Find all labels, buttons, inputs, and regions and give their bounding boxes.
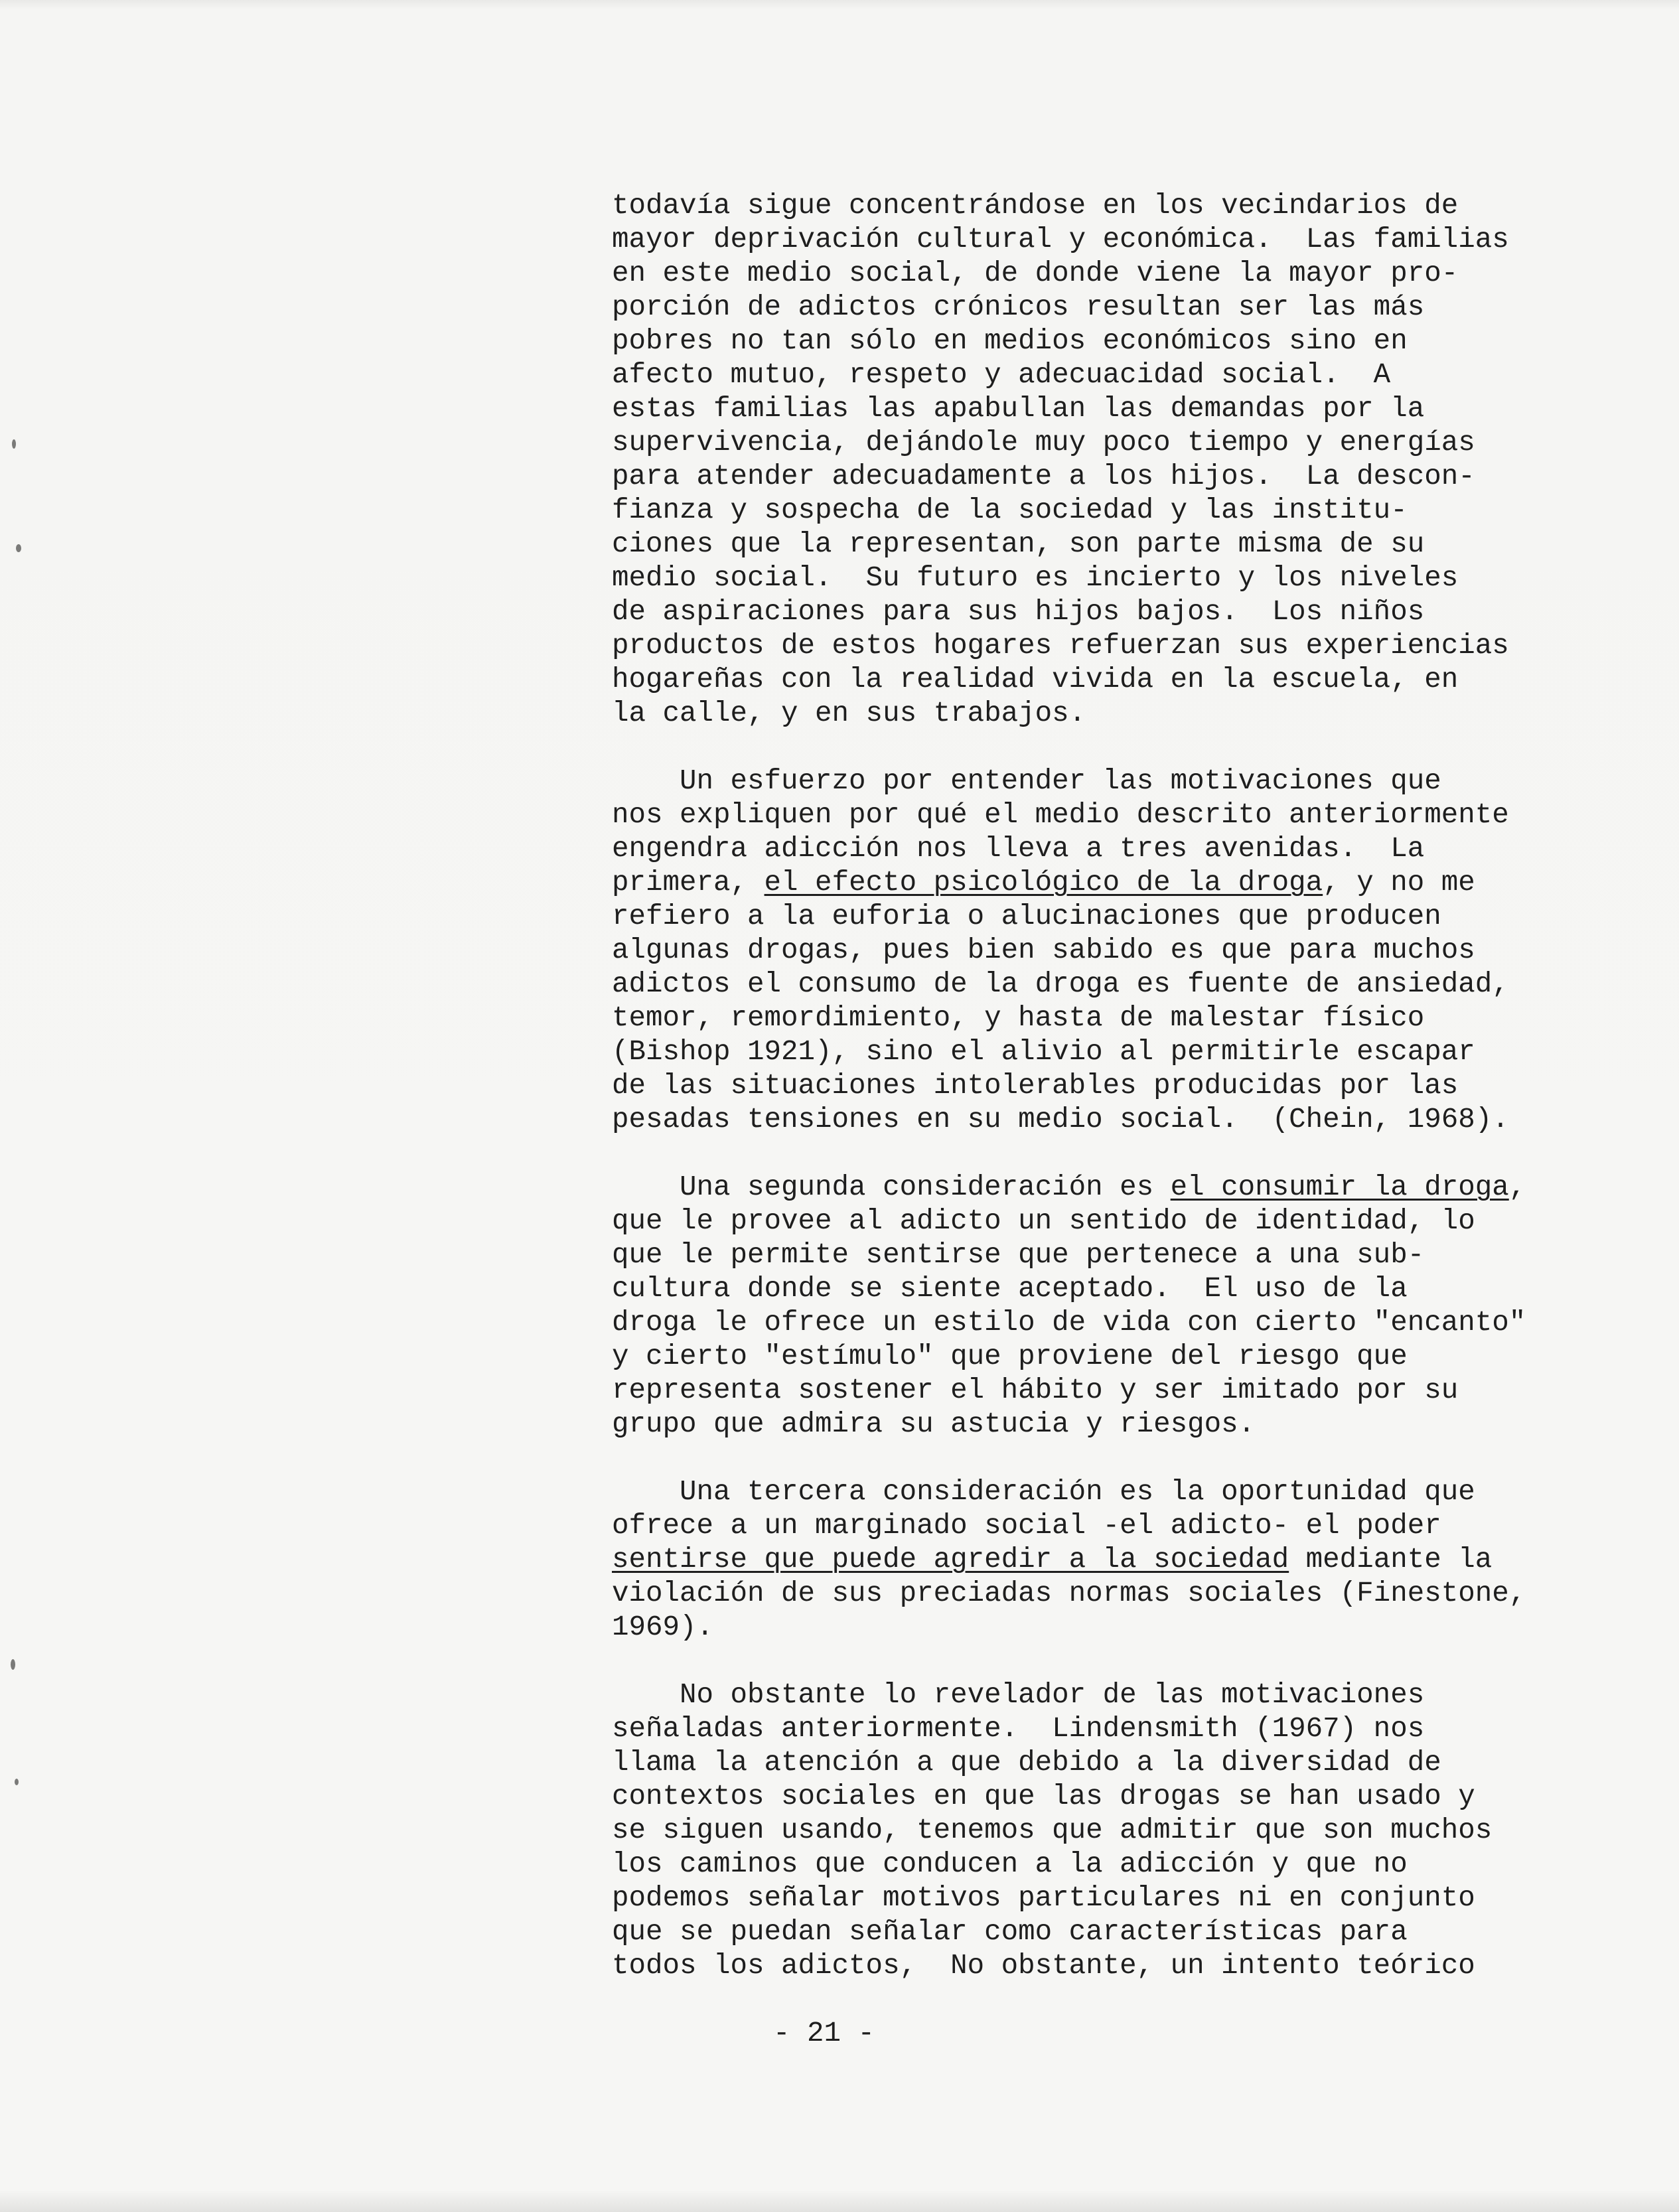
text-segment: ciones que la representan, son parte misma de su (612, 528, 1425, 560)
text-line (612, 1374, 1587, 1408)
text-segment: Una segunda consideración es (612, 1171, 1171, 1203)
text-line (612, 1881, 1587, 1915)
text-segment: violación de sus preciadas normas sociales (Finestone, (612, 1578, 1526, 1609)
text-line (612, 663, 1587, 697)
text-line (612, 832, 1587, 866)
paragraph-gap (612, 1645, 1587, 1678)
text-line (612, 1272, 1587, 1306)
text-line (612, 325, 1587, 358)
text-line (612, 900, 1587, 934)
body-text (612, 189, 1587, 1983)
text-segment: señaladas anteriormente. Lindensmith (1967) nos (612, 1713, 1425, 1745)
text-segment: adictos el consumo de la droga es fuente de ansiedad, (612, 968, 1509, 1000)
text-segment: y cierto "estímulo" que proviene del riesgo que (612, 1341, 1408, 1372)
text-segment: representa sostener el hábito y ser imitado por su (612, 1374, 1459, 1406)
text-line (612, 1001, 1587, 1035)
text-line (612, 1408, 1587, 1441)
text-line (612, 1509, 1587, 1543)
text-line (612, 1103, 1587, 1137)
text-segment: 1969). (612, 1611, 714, 1643)
text-segment: llama la atención a que debido a la diversidad de (612, 1747, 1441, 1779)
text-line (612, 1340, 1587, 1374)
text-segment: todos los adictos, No obstante, un intento teórico (612, 1950, 1475, 1982)
text-segment: , (1508, 1171, 1526, 1203)
text-line (612, 1746, 1587, 1780)
text-line (612, 189, 1587, 223)
text-segment: productos de estos hogares refuerzan sus experiencias (612, 630, 1509, 662)
text-segment: de aspiraciones para sus hijos bajos. Los niños (612, 596, 1425, 628)
text-line (612, 1814, 1587, 1848)
text-line (612, 1238, 1587, 1272)
text-line (612, 934, 1587, 968)
text-line (612, 866, 1587, 900)
text-line (612, 426, 1587, 460)
text-segment: que se puedan señalar como características para (612, 1916, 1408, 1948)
text-segment: No obstante lo revelador de las motivaciones (612, 1679, 1425, 1711)
paragraph (612, 1475, 1587, 1645)
text-segment: de las situaciones intolerables producidas por las (612, 1070, 1459, 1102)
text-line (612, 1069, 1587, 1103)
scan-speck (12, 439, 16, 449)
text-line (612, 1171, 1587, 1205)
text-line (612, 460, 1587, 494)
text-segment: los caminos que conducen a la adicción y que no (612, 1848, 1408, 1880)
text-segment: grupo que admira su astucia y riesgos. (612, 1408, 1256, 1440)
text-segment: que le provee al adicto un sentido de identidad, lo (612, 1205, 1475, 1237)
text-segment: mayor deprivación cultural y económica. Las familias (612, 224, 1509, 256)
text-line (612, 1678, 1587, 1712)
text-segment: afecto mutuo, respeto y adecuacidad social. A (612, 359, 1391, 391)
text-line (612, 291, 1587, 325)
text-segment: ofrece a un marginado social -el adicto- el poder (612, 1510, 1441, 1542)
paragraph-gap (612, 1441, 1587, 1475)
page-number: - 21 - (773, 2018, 875, 2049)
underlined-phrase: el consumir la droga (1170, 1171, 1509, 1203)
text-segment: todavía sigue concentrándose en los vecindarios de (612, 190, 1459, 222)
text-segment: cultura donde se siente aceptado. El uso de la (612, 1273, 1408, 1305)
text-line (612, 561, 1587, 595)
text-segment: fianza y sospecha de la sociedad y las institu- (612, 494, 1408, 526)
text-line (612, 765, 1587, 798)
text-line (612, 629, 1587, 663)
text-segment: supervivencia, dejándole muy poco tiempo y energías (612, 427, 1475, 459)
text-segment: estas familias las apabullan las demandas por la (612, 393, 1425, 425)
scan-speck (11, 1659, 15, 1670)
text-line (612, 1915, 1587, 1949)
paragraph-gap (612, 1137, 1587, 1171)
text-segment: porción de adictos crónicos resultan ser las más (612, 291, 1425, 323)
text-line (612, 1712, 1587, 1746)
text-line (612, 358, 1587, 392)
text-line (612, 257, 1587, 291)
text-line (612, 1611, 1587, 1645)
text-line (612, 392, 1587, 426)
text-line (612, 1205, 1587, 1238)
text-segment: (Bishop 1921), sino el alivio al permitirle escapar (612, 1036, 1475, 1068)
text-line (612, 494, 1587, 528)
text-line (612, 697, 1587, 731)
text-line (612, 968, 1587, 1001)
text-segment: nos expliquen por qué el medio descrito anteriormente (612, 799, 1509, 831)
text-segment: droga le ofrece un estilo de vida con cierto "encanto" (612, 1307, 1526, 1339)
text-segment: primera, (612, 867, 765, 899)
text-line (612, 223, 1587, 257)
text-segment: en este medio social, de donde viene la mayor pro- (612, 258, 1459, 289)
paragraph (612, 189, 1587, 731)
text-segment: que le permite sentirse que pertenece a una sub- (612, 1239, 1425, 1271)
text-segment: medio social. Su futuro es incierto y los niveles (612, 562, 1459, 594)
text-line (612, 1035, 1587, 1069)
paragraph (612, 1678, 1587, 1983)
text-line (612, 1306, 1587, 1340)
text-segment: la calle, y en sus trabajos. (612, 698, 1086, 729)
text-segment: algunas drogas, pues bien sabido es que para muchos (612, 934, 1475, 966)
text-segment: Una tercera consideración es la oportunidad que (612, 1476, 1475, 1508)
text-segment: temor, remordimiento, y hasta de malestar físico (612, 1002, 1425, 1034)
text-line (612, 1780, 1587, 1814)
text-segment: hogareñas con la realidad vivida en la escuela, en (612, 664, 1459, 696)
text-segment: se siguen usando, tenemos que admitir que son muchos (612, 1814, 1493, 1846)
text-line (612, 528, 1587, 561)
text-segment: pobres no tan sólo en medios económicos sino en (612, 325, 1408, 357)
text-line (612, 1543, 1587, 1577)
underlined-phrase: el efecto psicológico de la droga (764, 867, 1323, 899)
text-segment: refiero a la euforia o alucinaciones que producen (612, 901, 1441, 932)
text-line (612, 1949, 1587, 1983)
text-segment: para atender adecuadamente a los hijos. La descon- (612, 461, 1475, 492)
text-segment: Un esfuerzo por entender las motivaciones que (612, 765, 1441, 797)
text-line (612, 798, 1587, 832)
text-segment: mediante la (1289, 1544, 1493, 1576)
paragraph-gap (612, 731, 1587, 765)
text-line (612, 1577, 1587, 1611)
text-line (612, 595, 1587, 629)
underlined-phrase: sentirse que puede agredir a la sociedad (612, 1544, 1289, 1576)
scan-speck (16, 544, 21, 552)
text-line (612, 1848, 1587, 1881)
text-segment: podemos señalar motivos particulares ni en conjunto (612, 1882, 1475, 1914)
text-segment: engendra adicción nos lleva a tres avenidas. La (612, 833, 1425, 865)
text-segment: , y no me (1323, 867, 1475, 899)
scan-speck (15, 1779, 19, 1785)
text-line (612, 1475, 1587, 1509)
paragraph (612, 1171, 1587, 1441)
text-segment: pesadas tensiones en su medio social. (Chein, 1968). (612, 1104, 1509, 1136)
text-segment: contextos sociales en que las drogas se han usado y (612, 1781, 1475, 1812)
paragraph (612, 765, 1587, 1137)
